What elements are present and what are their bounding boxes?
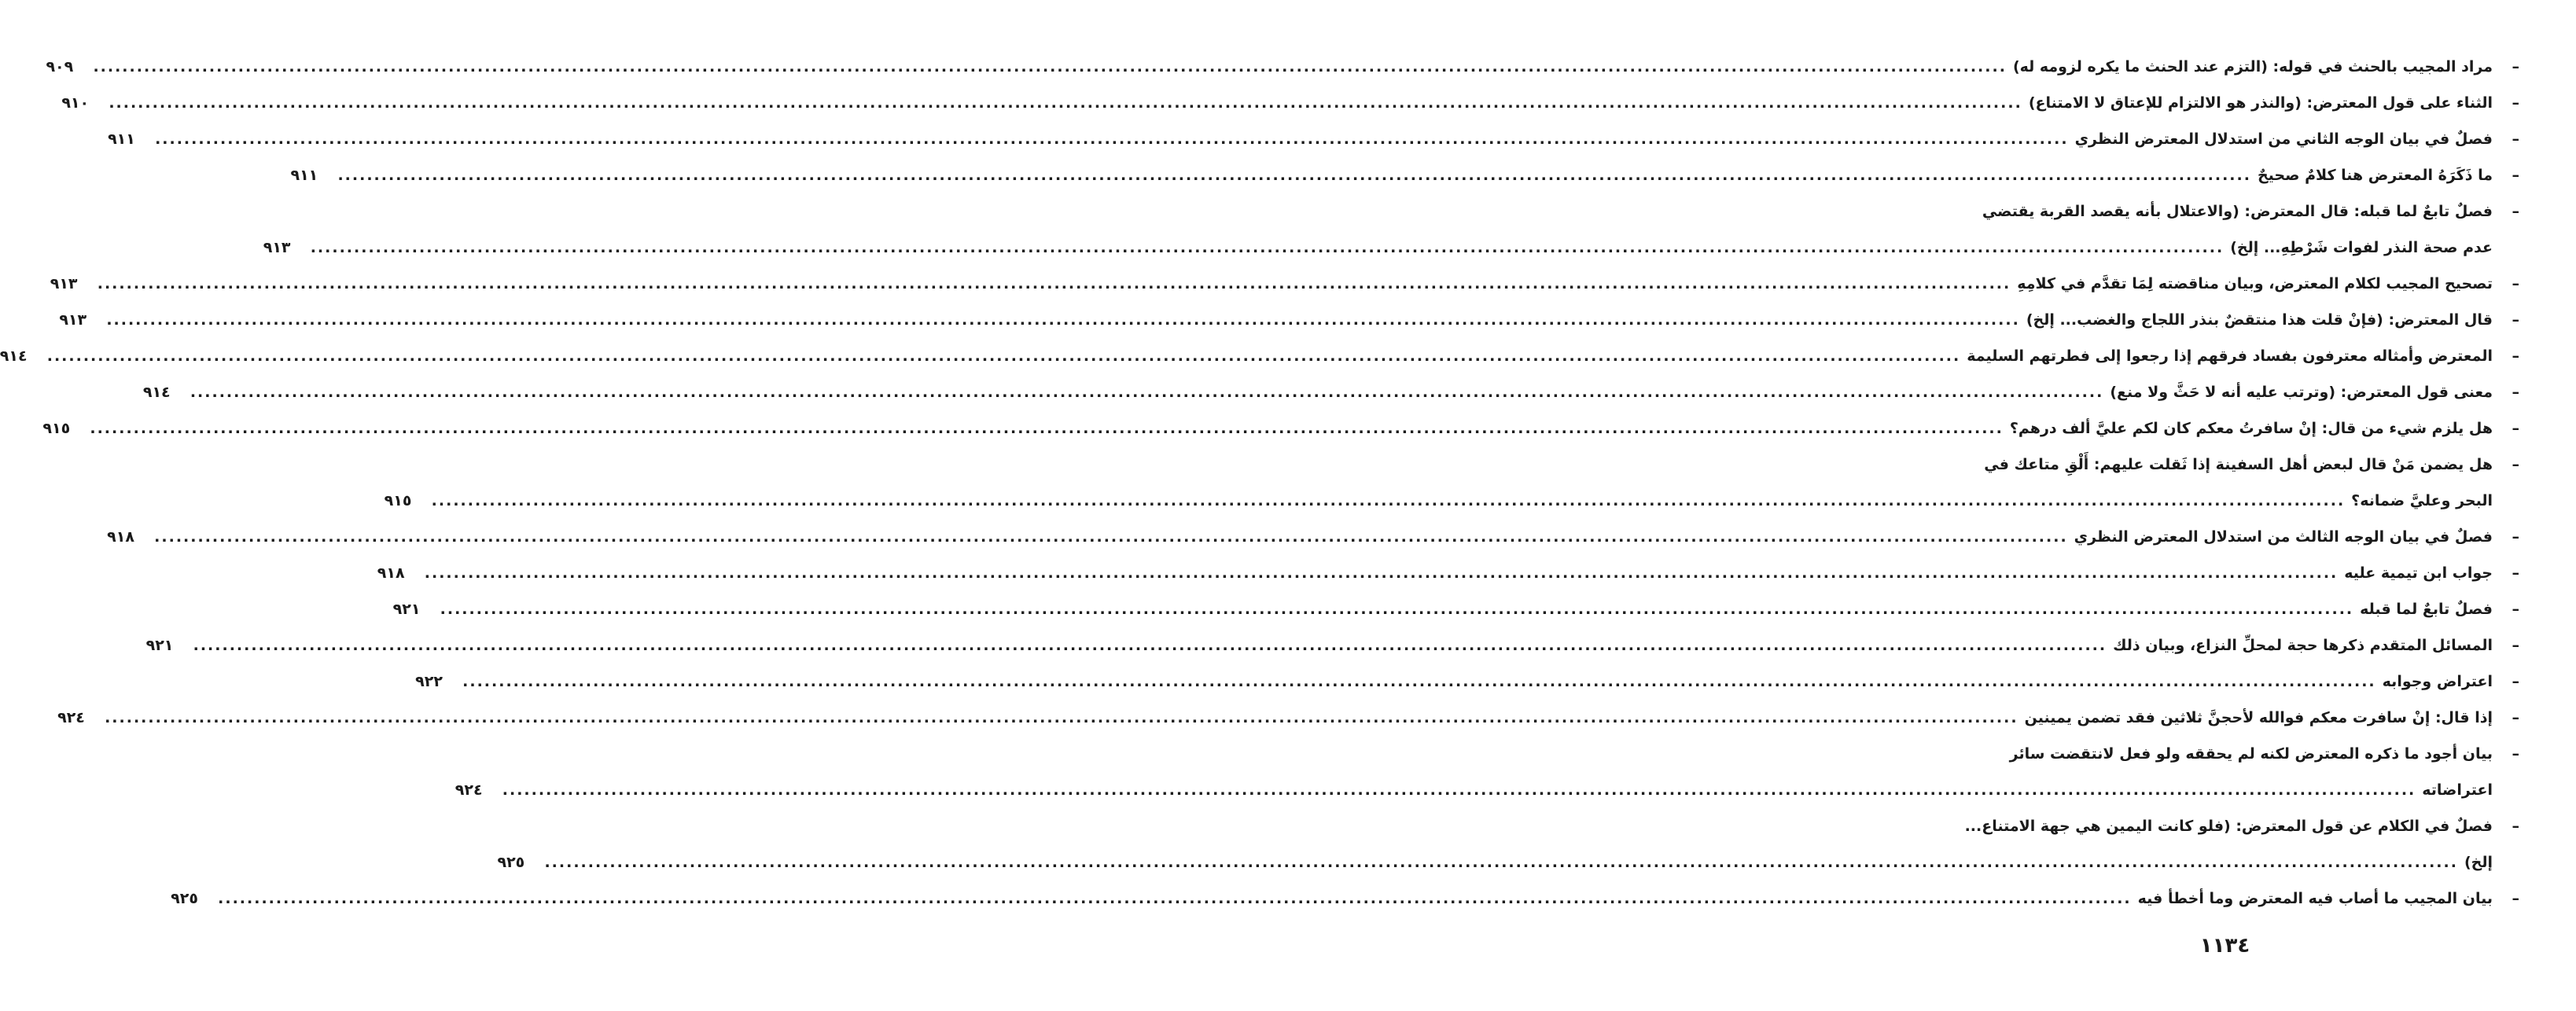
entry-dash: –	[2512, 564, 2519, 582]
dot-leader	[337, 157, 2251, 193]
dot-leader	[105, 700, 2018, 736]
toc-entry	[107, 519, 2519, 555]
entry-title: معنى قول المعترض: (وترتب عليه أنه لا حَثَّ ولا منع)	[2110, 384, 2493, 401]
entry-page: ٩٢٤	[454, 781, 483, 799]
entry-dash: –	[2512, 203, 2519, 220]
entry-dash: –	[2512, 420, 2519, 437]
entry-page: ٩٢٥	[497, 854, 525, 871]
entry-page: ٩٢٥	[171, 890, 198, 907]
entry-page: ٩١٤	[142, 384, 171, 401]
toc-entry	[377, 555, 2519, 591]
table-of-contents	[0, 49, 2519, 917]
dot-leader	[193, 627, 2107, 664]
entry-page: ٩١٥	[384, 492, 412, 509]
entry-page: ٩٢٤	[57, 709, 85, 726]
entry-title: مراد المجيب بالحنث في قوله: (التزم عند الحنث ما يكره لزومه له)	[2012, 58, 2493, 75]
entry-dash: –	[2512, 745, 2519, 763]
entry-page: ٩١٠	[61, 94, 90, 112]
entry-title: فصلٌ تابعٌ لما قبله: قال المعترض: (والاعتلال بأنه يقصد القربة يقتضي	[1982, 203, 2493, 220]
entry-page: ٩١٣	[50, 275, 78, 292]
dot-leader	[502, 772, 2416, 808]
entry-page: ٩١٣	[59, 311, 87, 329]
entry-title: قال المعترض: (فإنْ قلت هذا منتقضٌ بنذر اللجاج والغضب... إلخ)	[2026, 311, 2493, 329]
dot-leader	[98, 266, 2011, 302]
entry-page: ٩١٥	[42, 420, 71, 437]
entry-dash: –	[2512, 167, 2519, 184]
toc-entry	[57, 700, 2519, 736]
entry-title-continued: البحر وعليَّ ضمانه؟	[2351, 492, 2493, 509]
toc-entry	[1938, 193, 2519, 230]
entry-dash: –	[2512, 384, 2519, 401]
entry-title-continued: إلخ)	[2464, 854, 2493, 871]
dot-leader	[106, 302, 2020, 338]
toc-entry	[1938, 808, 2519, 844]
entry-page: ٩٢١	[392, 601, 421, 618]
entry-page: ٩١٤	[0, 347, 28, 365]
entry-title: جواب ابن تيمية عليه	[2344, 564, 2493, 582]
entry-page: ٩٢٢	[415, 673, 443, 690]
entry-page: ٩٢١	[145, 637, 174, 654]
dot-leader	[218, 880, 2132, 917]
entry-title: فصلٌ في بيان الوجه الثاني من استدلال المعترض النظري	[2074, 131, 2493, 148]
toc-entry	[1938, 447, 2519, 483]
toc-entry	[415, 664, 2519, 700]
toc-entry	[42, 410, 2519, 447]
toc-entry	[59, 302, 2519, 338]
entry-title: هل يضمن مَنْ قال لبعض أهل السفينة إذا ثَقلت عليهم: أَلْقِ متاعك في	[1984, 456, 2493, 473]
entry-page: ٩١١	[108, 131, 135, 148]
entry-title: هل يلزم شيء من قال: إنْ سافرتُ معكم كان لكم عليَّ ألف درهم؟	[2009, 420, 2493, 437]
dot-leader	[109, 85, 2022, 121]
entry-title: فصلٌ تابعٌ لما قبله	[2360, 601, 2493, 618]
dot-leader	[311, 230, 2225, 266]
toc-entry	[61, 85, 2519, 121]
toc-entry-continuation	[384, 483, 2519, 519]
entry-dash: –	[2512, 637, 2519, 654]
entry-dash: –	[2512, 890, 2519, 907]
entry-title: إذا قال: إنْ سافرت معكم فوالله لأحجنَّ ثلاثين فقد تضمن يمينين	[2024, 709, 2493, 726]
page-number: ١١٣٤	[2199, 934, 2250, 958]
entry-dash: –	[2512, 275, 2519, 292]
entry-title: تصحيح المجيب لكلام المعترض، وبيان مناقضته لِمَا تقدَّم في كلامِهِ	[2017, 275, 2493, 292]
entry-dash: –	[2512, 818, 2519, 835]
dot-leader	[154, 519, 2068, 555]
entry-dash: –	[2512, 601, 2519, 618]
entry-dash: –	[2512, 311, 2519, 329]
entry-title: بيان أجود ما ذكره المعترض لكنه لم يحققه ولو فعل لانتقضت سائر	[2009, 745, 2493, 763]
entry-title: اعتراض وجوابه	[2382, 673, 2493, 690]
dot-leader	[440, 591, 2354, 627]
entry-page: ٩١٨	[377, 564, 405, 582]
dot-leader	[190, 374, 2104, 410]
toc-entry-continuation	[263, 230, 2519, 266]
toc-entry	[290, 157, 2519, 193]
entry-dash: –	[2512, 94, 2519, 112]
dot-leader	[432, 483, 2346, 519]
toc-entry	[108, 121, 2519, 157]
entry-dash: –	[2512, 456, 2519, 473]
dot-leader	[544, 844, 2458, 880]
entry-page: ٩١٣	[263, 239, 291, 256]
toc-entry-continuation	[497, 844, 2519, 880]
entry-dash: –	[2512, 58, 2519, 75]
dot-leader	[47, 338, 1961, 374]
toc-entry-continuation	[454, 772, 2519, 808]
entry-page: ٩٠٩	[46, 58, 74, 75]
dot-leader	[462, 664, 2376, 700]
dot-leader	[155, 121, 2069, 157]
entry-dash: –	[2512, 131, 2519, 148]
dot-leader	[90, 410, 2004, 447]
entry-dash: –	[2512, 347, 2519, 365]
toc-entry	[1938, 736, 2519, 772]
entry-title: فصلٌ في بيان الوجه الثالث من استدلال المعترض النظري	[2074, 528, 2493, 546]
entry-dash: –	[2512, 673, 2519, 690]
toc-entry	[142, 374, 2519, 410]
entry-title: المعترض وأمثاله معترفون بفساد فرقهم إذا رجعوا إلى فطرتهم السليمة	[1967, 347, 2493, 365]
entry-title-continued: اعتراضاته	[2422, 781, 2493, 799]
entry-title-continued: عدم صحة النذر لفوات شَرْطِهِ... إلخ)	[2230, 239, 2493, 256]
toc-entry	[46, 49, 2519, 85]
entry-dash: –	[2512, 709, 2519, 726]
toc-entry	[171, 880, 2519, 917]
entry-title: فصلٌ في الكلام عن قول المعترض: (فلو كانت اليمين هي جهة الامتناع...	[1964, 818, 2493, 835]
toc-entry	[0, 338, 2519, 374]
toc-entry	[145, 627, 2519, 664]
entry-page: ٩١١	[290, 167, 318, 184]
dot-leader	[93, 49, 2007, 85]
dot-leader	[425, 555, 2339, 591]
entry-title: ما ذَكَرَهُ المعترض هنا كلامٌ صحيحٌ	[2257, 167, 2493, 184]
entry-title: الثناء على قول المعترض: (والنذر هو الالتزام للإعتاق لا الامتناع)	[2028, 94, 2493, 112]
entry-page: ٩١٨	[107, 528, 134, 546]
toc-entry	[50, 266, 2519, 302]
entry-title: المسائل المتقدم ذكرها حجة لمحلِّ النزاع، وبيان ذلك	[2113, 637, 2493, 654]
entry-dash: –	[2512, 528, 2519, 546]
toc-entry	[392, 591, 2519, 627]
entry-title: بيان المجيب ما أصاب فيه المعترض وما أخطأ فيه	[2137, 890, 2493, 907]
